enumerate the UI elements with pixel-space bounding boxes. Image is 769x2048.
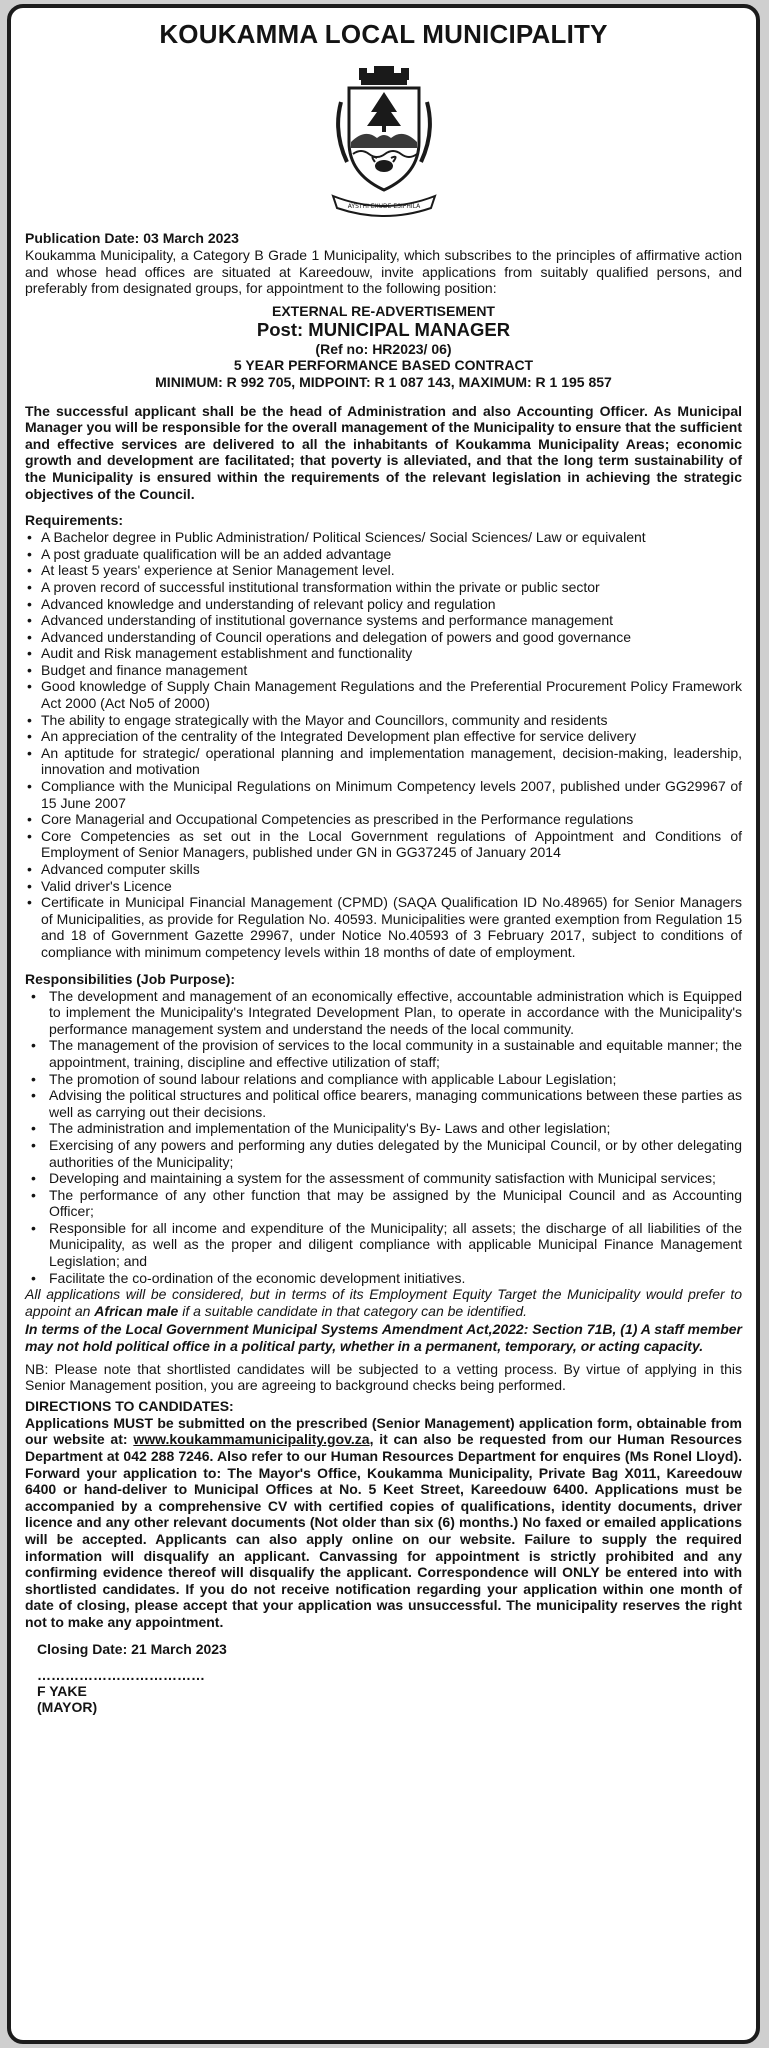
- advert-frame: [7, 4, 760, 2044]
- responsibilities-heading: Responsibilities (Job Purpose):: [25, 970, 236, 987]
- list-item: • An appreciation of the centrality of the Integrated Development plan effective for service delivery: [41, 728, 742, 745]
- signature-block: [25, 1667, 742, 1715]
- vetting-note: NB: Please note that shortlisted candidates will be subjected to a vetting process. By virtue of applying in this Senior Management position, you are agreeing to background checks being performed.: [25, 1360, 742, 1394]
- post-block: [25, 303, 742, 391]
- crest-icon: [319, 62, 449, 222]
- list-item: • A post graduate qualification will be an added advantage: [41, 546, 742, 563]
- intro-paragraph: Koukamma Municipality, a Category B Grade 1 Municipality, which subscribes to the principles of affirmative action and whose head offices are situated at Kareedouw, invite applications from suitably qualified persons, and preferably from designated groups, for appointment to the following position:: [25, 247, 742, 297]
- list-item: • Budget and finance management: [41, 662, 742, 679]
- equity-text-before: All applications will be considered, but in terms of its Employment Equity Target the Municipality would prefer to appoint an: [25, 1286, 742, 1319]
- list-item: • Advanced understanding of institutional governance systems and performance management: [41, 612, 742, 629]
- list-item: • Audit and Risk management establishment and functionality: [41, 645, 742, 662]
- list-item: • Advanced understanding of Council operations and delegation of powers and good governance: [41, 629, 742, 646]
- list-item: • Exercising of any powers and performing any duties delegated by the Municipal Council, or by other delegating authorities of the Municipality;: [49, 1137, 742, 1170]
- equity-statement: [25, 1286, 742, 1319]
- post-ref: (Ref no: HR2023/ 06): [315, 340, 452, 357]
- closing-date: Closing Date: 21 March 2023: [37, 1640, 227, 1657]
- signatory-name: F YAKE: [37, 1682, 87, 1699]
- equity-text-after: if a suitable candidate in that category can be identified.: [178, 1302, 528, 1319]
- advert-content: [25, 18, 742, 1715]
- role-summary: The successful applicant shall be the head of Administration and also Accounting Officer. As Municipal Manager you will be responsible for the overall management of the Municipality to ensure that the sufficient and effective services are delivered to all the inhabitants of Koukamma Municipality Areas; economic growth and development are facilitated; that poverty is alleviated, and that the long term sustainability of the Municipality is ensured within the requirements of the relevant legislation in achieving the strategic objectives of the Council.: [25, 402, 742, 502]
- equity-emphasis: African male: [94, 1302, 179, 1319]
- list-item: • The performance of any other function that may be assigned by the Municipal Council and as Accounting Officer;: [49, 1187, 742, 1220]
- post-advertisement-type: EXTERNAL RE-ADVERTISEMENT: [272, 302, 495, 319]
- publication-date: Publication Date: 03 March 2023: [25, 230, 239, 246]
- list-item: • Good knowledge of Supply Chain Management Regulations and the Preferential Procurement Policy Framework Act 2000 (Act No5 of 2000): [41, 678, 742, 711]
- list-item: • Responsible for all income and expenditure of the Municipality; all assets; the discharge of all liabilities of the Municipality, as well as the proper and diligent compliance with applicable Municipal Finance Management Legislation; and: [49, 1220, 742, 1270]
- list-item: • At least 5 years' experience at Senior Management level.: [41, 562, 742, 579]
- list-item: • Facilitate the co-ordination of the economic development initiatives.: [49, 1270, 742, 1287]
- responsibilities-list: [25, 988, 742, 1287]
- list-item: • Advanced computer skills: [41, 861, 742, 878]
- list-item: • The promotion of sound labour relations and compliance with applicable Labour Legislation;: [49, 1071, 742, 1088]
- list-item: • The ability to engage strategically with the Mayor and Councillors, community and residents: [41, 712, 742, 729]
- list-item: • Developing and maintaining a system for the assessment of community satisfaction with Municipal services;: [49, 1170, 742, 1187]
- list-item: • Advising the political structures and political office bearers, managing communications between these parties as well as carrying out their decisions.: [49, 1087, 742, 1120]
- list-item: • Core Managerial and Occupational Competencies as prescribed in the Performance regulations: [41, 811, 742, 828]
- list-item: • Certificate in Municipal Financial Management (CPMD) (SAQA Qualification ID No.48965) for Senior Managers of Municipalities, as provide for Regulation No. 40593. Municipalities were granted exemption from Regulation 15 and 18 of Government Gazette 29967, under Notice No.40593 of 3 February 2017, subject to conditions of compliance with minimum competency levels within 18 months of date of employment.: [41, 894, 742, 960]
- signature-line: ………………………………: [37, 1666, 205, 1683]
- political-office-note: In terms of the Local Government Municipal Systems Amendment Act,2022: Section 71B, (1) A staff member may not hold political office in a political party, whether in a permanent, temporary, or acting capacity.: [25, 1321, 742, 1355]
- requirements-heading: Requirements:: [25, 512, 124, 529]
- directions-text-after: , it can also be requested from our Human Resources Department at 042 288 7246. Also refer to our Human Resources Department for enquires (Ms Ronel Lloyd). Forward your application to: The Mayor's Office, Koukamma Municipality, Private Bag X011, Kareedouw 6400 or hand-deliver to Municipal Offices at No. 5 Keet Street, Kareedouw 6400. Applications must be accompanied by a comprehensive CV with certified copies of qualifications, identity documents, driver licence and any other relevant documents (Not older than six (6) months.) No faxed or emailed applications will be accepted. Applicants can also apply online on our website. Failure to supply the required information will disqualify an applicant. Canvassing for appointment is strictly prohibited and any confirming evidence thereof will disqualify the applicant. Correspondence will ONLY be entered into with shortlisted candidates. If you do not receive notification regarding your application within one month of date of closing, please accept that your application was unsuccessful. The municipality reserves the right not to make any appointment.: [25, 1431, 742, 1630]
- directions-text-before: Applications MUST be submitted on the prescribed (Senior Management) application form, obtainable from our website at:: [25, 1414, 742, 1448]
- signatory-title: (MAYOR): [37, 1698, 98, 1715]
- directions-text: [25, 1415, 742, 1631]
- post-salary: MINIMUM: R 992 705, MIDPOINT: R 1 087 143, MAXIMUM: R 1 195 857: [155, 373, 612, 390]
- list-item: • The management of the provision of services to the local community in a sustainable and equitable manner; the appointment, training, discipline and effective utilization of staff;: [49, 1037, 742, 1070]
- list-item: • Compliance with the Municipal Regulations on Minimum Competency levels 2007, published under GG29967 of 15 June 2007: [41, 778, 742, 811]
- post-contract: 5 YEAR PERFORMANCE BASED CONTRACT: [233, 357, 534, 374]
- list-item: • A proven record of successful institutional transformation within the private or public sector: [41, 579, 742, 596]
- list-item: • A Bachelor degree in Public Administration/ Political Sciences/ Social Sciences/ Law or equivalent: [41, 529, 742, 546]
- list-item: • Valid driver's Licence: [41, 878, 742, 895]
- list-item: • The administration and implementation of the Municipality's By- Laws and other legislation;: [49, 1120, 742, 1137]
- municipal-crest: [25, 62, 742, 222]
- list-item: • The development and management of an economically effective, accountable administration which is Equipped to implement the Municipality's Integrated Development Plan, to operate in accordance with the Municipality's performance management system and understand the needs of the local community.: [49, 988, 742, 1038]
- list-item: • Core Competencies as set out in the Local Government regulations of Appointment and Conditions of Employment of Senior Managers, published under GN in GG37245 of January 2014: [41, 828, 742, 861]
- website-link[interactable]: www.koukammamunicipality.gov.za: [133, 1431, 370, 1448]
- crest-motto: AYSTHI EXUDE ESIPHILA: [347, 203, 420, 210]
- list-item: • Advanced knowledge and understanding of relevant policy and regulation: [41, 596, 742, 613]
- requirements-list: [25, 529, 742, 960]
- list-item: • An aptitude for strategic/ operational planning and implementation management, decision-making, leadership, innovation and motivation: [41, 745, 742, 778]
- page-title: KOUKAMMA LOCAL MUNICIPALITY: [159, 19, 608, 49]
- directions-heading: DIRECTIONS TO CANDIDATES:: [25, 1397, 234, 1414]
- post-title: Post: MUNICIPAL MANAGER: [256, 318, 511, 340]
